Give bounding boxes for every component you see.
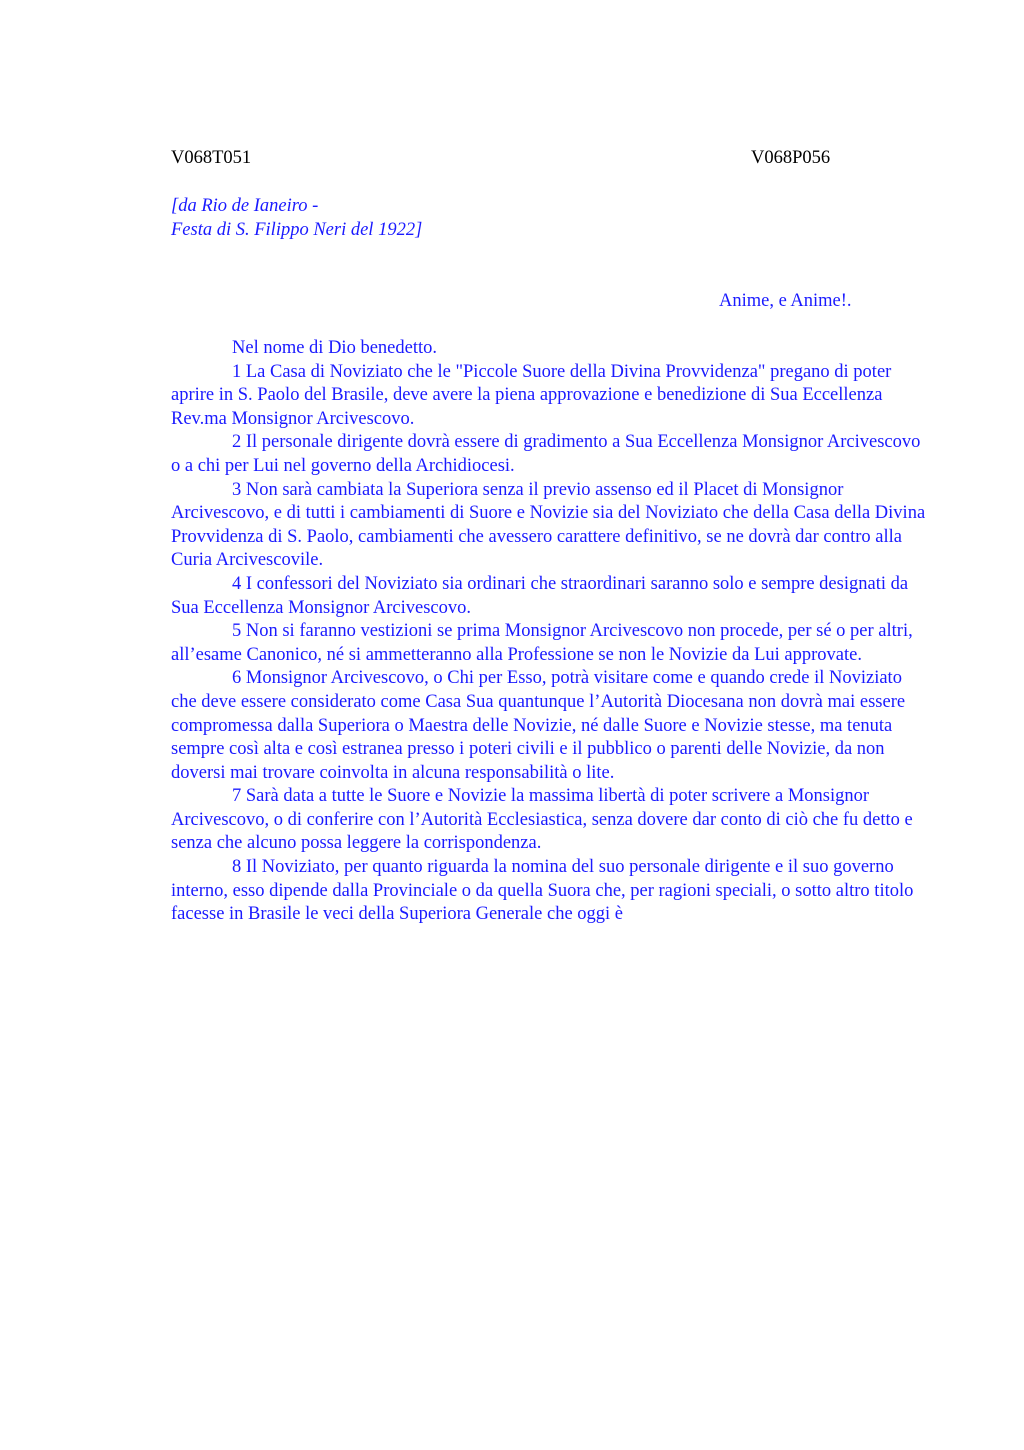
paragraph-1: 1 La Casa di Noviziato che le "Piccole Suore della Divina Provvidenza" pregano di poter aprire in S. Paolo del Brasile, deve avere la piena approvazione e benedizione di Sua Eccellenza Rev.ma Monsignor Arcivescovo.: [171, 361, 892, 429]
place-line: [da Rio de Ianeiro -: [171, 196, 319, 216]
paragraph-8: 8 Il Noviziato, per quanto riguarda la nomina del suo personale dirigente e il suo governo interno, esso dipende dalla Provinciale o da quella Suora che, per ragioni speciali, o sotto altro titolo facesse in Brasile le veci della Superiora Generale che oggi è: [171, 857, 914, 925]
place-date-note: [171, 195, 422, 242]
document-code-left: V068T051: [171, 148, 252, 168]
document-code-right: V068P056: [751, 148, 831, 168]
motto: Anime, e Anime!.: [719, 291, 852, 311]
paragraph-3: 3 Non sarà cambiata la Superiora senza il previo assenso ed il Placet di Monsignor Arcivescovo, e di tutti i cambiamenti di Suore e Novizie sia del Noviziato che della Casa della Divina Provvidenza di S. Paolo, cambiamenti che avessero carattere definitivo, se ne dovrà dar contro alla Curia Arcivescovile.: [171, 479, 926, 571]
document-body: [171, 337, 931, 927]
paragraph-4: 4 I confessori del Noviziato sia ordinari che straordinari saranno solo e sempre designati da Sua Eccellenza Monsignor Arcivescovo.: [171, 573, 909, 618]
paragraph-6: 6 Monsignor Arcivescovo, o Chi per Esso, potrà visitare come e quando crede il Noviziato che deve essere considerato come Casa Sua quantunque l’Autorità Diocesana non dovrà mai essere compromessa dalla Superiora o Maestra delle Novizie, né dalle Suore e Novizie stesse, ma tenuta sempre così alta e così estranea presso i poteri civili e il pubblico o parenti delle Novizie, da non doversi mai trovare coinvolta in alcuna responsabilità o lite.: [171, 668, 906, 783]
date-line: Festa di S. Filippo Neri del 1922]: [171, 219, 423, 240]
paragraph-5: 5 Non si faranno vestizioni se prima Monsignor Arcivescovo non procede, per sé o per altri, all’esame Canonico, né si ammetteranno alla Professione se non le Novizie da Lui approvate.: [171, 621, 913, 665]
paragraph-2: 2 Il personale dirigente dovrà essere di gradimento a Sua Eccellenza Monsignor Arcivescovo o a chi per Lui nel governo della Archidiocesi.: [171, 432, 921, 476]
paragraph-opening: Nel nome di Dio benedetto.: [232, 338, 437, 358]
paragraph-7: 7 Sarà data a tutte le Suore e Novizie la massima libertà di poter scrivere a Monsignor Arcivescovo, o di conferire con l’Autorità Ecclesiastica, senza dovere dar conto di ciò che fu detto e senza che alcuno possa leggere la corrispondenza.: [171, 786, 913, 854]
